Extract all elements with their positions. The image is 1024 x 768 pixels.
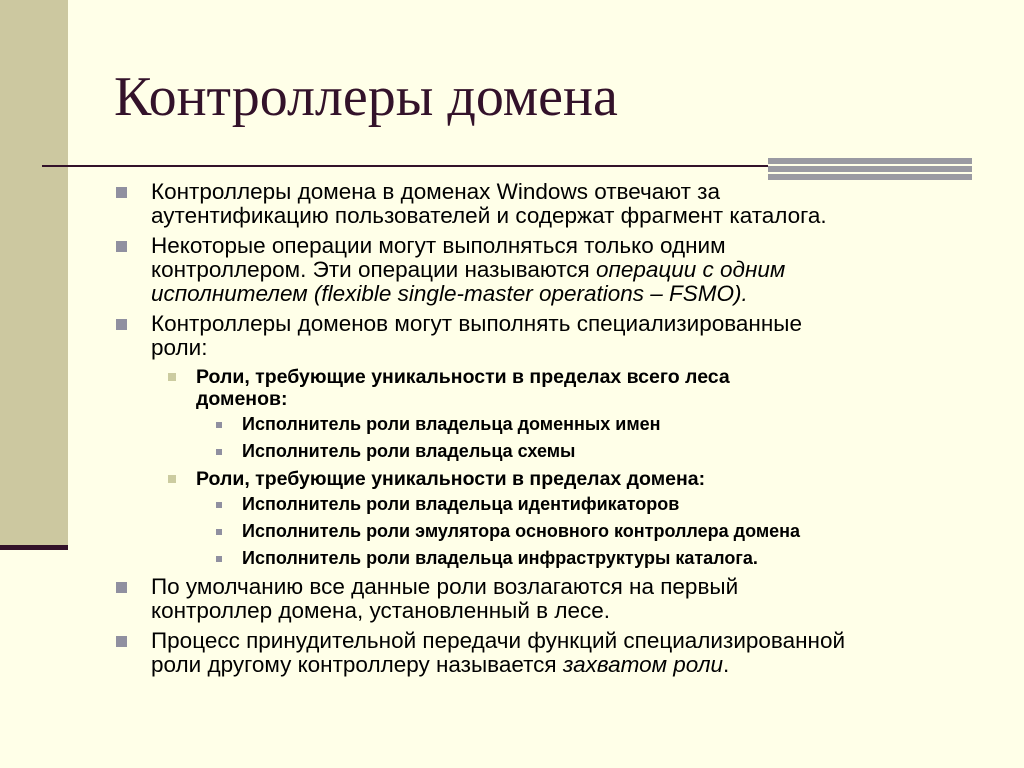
bullet-emphasis: захватом роли: [562, 652, 724, 677]
bullet-role-seizure: [116, 629, 976, 677]
bullet-text: контроллером. Эти операции называются: [151, 257, 596, 282]
left-decor-band: [0, 0, 68, 548]
subsubbullet-role: Исполнитель роли владельца доменных имен: [214, 414, 976, 435]
bullet-text: роли другому контроллеру называется: [151, 652, 563, 677]
left-decor-rule: [0, 545, 68, 550]
bullet-emphasis: операции с одним: [595, 257, 786, 282]
subsubbullet-role: Исполнитель роли владельца идентификаторов: [214, 494, 976, 515]
subbullet-domain-roles: [166, 468, 976, 490]
subbullet-forest-roles: [166, 366, 976, 410]
bullet-line: Некоторые операции могут выполняться только одним: [151, 233, 726, 258]
bullet-line: [151, 653, 976, 677]
bullet-line: Контроллеры доменов могут выполнять специализированные: [151, 311, 802, 336]
title-accent-bar: [768, 158, 972, 180]
subsubbullet-role: Исполнитель роли эмулятора основного контроллера домена: [214, 521, 976, 542]
bullet-line: доменов:: [196, 388, 288, 410]
bullet-line: контроллер домена, установленный в лесе.: [151, 598, 611, 623]
bullet-specialized-roles: [116, 312, 976, 360]
bullet-line: Процесс принудительной передачи функций специализированной: [151, 628, 846, 653]
slide-content: [116, 180, 976, 683]
bullet-line: Роли, требующие уникальности в пределах всего леса: [196, 366, 730, 388]
bullet-line: [151, 258, 976, 282]
bullet-line: По умолчанию все данные роли возлагаются на первый: [151, 574, 739, 599]
bullet-emphasis: исполнителем (flexible single-master operations – FSMO).: [151, 281, 748, 306]
bullet-domain-controllers: [116, 180, 976, 228]
subsubbullet-role: Исполнитель роли владельца инфраструктуры каталога.: [214, 548, 976, 569]
bullet-fsmo-operations: [116, 234, 976, 306]
slide-title: Контроллеры домена: [114, 66, 618, 128]
subsubbullet-role: Исполнитель роли владельца схемы: [214, 441, 976, 462]
bullet-line: аутентификацию пользователей и содержат фрагмент каталога.: [151, 203, 827, 228]
bullet-line: Контроллеры домена в доменах Windows отвечают за: [151, 179, 720, 204]
bullet-line: роли:: [151, 335, 208, 360]
bullet-text: .: [723, 652, 730, 677]
bullet-line: Роли, требующие уникальности в пределах домена:: [196, 468, 706, 490]
bullet-default-assignment: [116, 575, 976, 623]
